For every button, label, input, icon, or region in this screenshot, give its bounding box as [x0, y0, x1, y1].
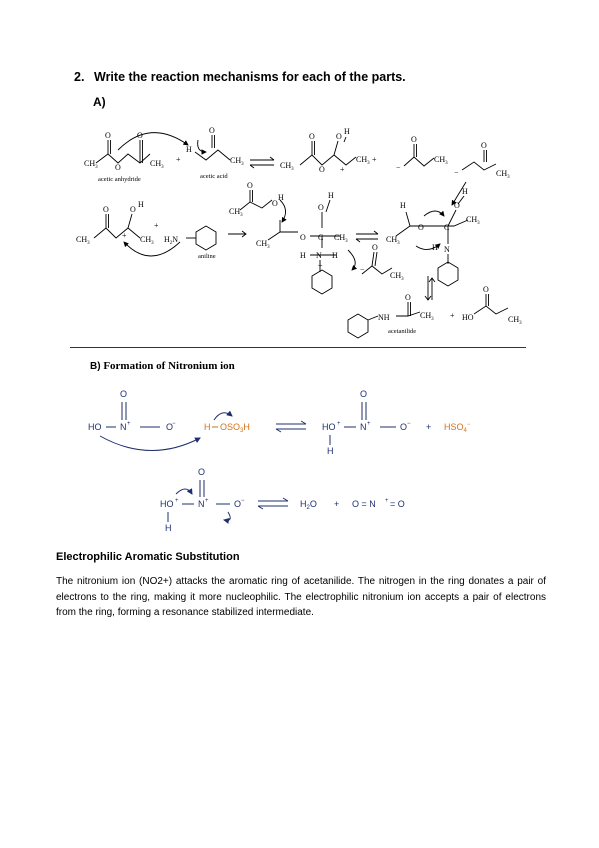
eas-paragraph: The nitronium ion (NO2+) attacks the aromatic ring of acetanilide. The nitrogen in the ring donates a pair of electrons to the ring, making it more nucleophilic. The electrophilic nitronium ion accepts a pair of electrons from the ring, forming a resonance stabilized intermediate. — [56, 576, 546, 618]
svg-text:+: + — [385, 498, 389, 504]
svg-text:+: + — [154, 221, 159, 230]
svg-text:CH3: $CH_3$ — [334, 233, 348, 244]
svg-text:O: O — [405, 293, 411, 302]
svg-text:O: O — [319, 165, 325, 174]
eas-heading: Electrophilic Aromatic Substitution — [56, 551, 240, 563]
svg-text:O = N: O = N — [352, 499, 376, 509]
svg-text:O: O — [454, 201, 460, 210]
svg-text:CH3: $CH_3$ — [466, 215, 480, 226]
part-b-title: Formation of Nitronium ion — [103, 360, 235, 372]
svg-text:HO: HO — [462, 313, 474, 322]
svg-text:H: H — [344, 127, 350, 136]
svg-text:+: + — [127, 421, 131, 427]
svg-text:H: H — [300, 251, 306, 260]
svg-text:CH3: $CH_3$ — [356, 155, 370, 166]
svg-text:CH3: $CH_3$ — [256, 239, 270, 250]
svg-text:O: O — [115, 163, 121, 172]
svg-text:H: H — [204, 422, 211, 432]
question-text: Write the reaction mechanisms for each of the parts. — [94, 70, 406, 84]
part-a-mechanism-diagram — [0, 0, 599, 348]
svg-text:O: O — [120, 389, 128, 399]
svg-text:CH3: $CH_3$ — [76, 235, 90, 246]
svg-text:CH3: $CH_3$ — [150, 159, 164, 170]
svg-text:−: − — [407, 421, 411, 427]
svg-text:+: + — [426, 422, 432, 432]
svg-text:+: + — [340, 165, 345, 174]
section-divider — [70, 347, 526, 348]
svg-text:O: O — [130, 205, 136, 214]
svg-text:acetic acid: acetic acid — [200, 173, 228, 180]
svg-text:N: N — [316, 251, 322, 260]
svg-text:H: H — [186, 145, 192, 154]
svg-text:O: O — [400, 422, 408, 432]
svg-text:H: H — [400, 201, 406, 210]
svg-text:HSO4−: $HSO_4^-$ — [444, 422, 471, 434]
svg-text:CH3: $CH_3$ — [140, 235, 154, 246]
svg-text:+: + — [372, 155, 377, 164]
svg-text:O: O — [372, 243, 378, 252]
svg-text:+: + — [122, 231, 127, 240]
svg-text:CH3: $CH_3$ — [280, 161, 294, 172]
svg-text:H: H — [327, 446, 334, 456]
svg-text:O: O — [105, 131, 111, 140]
svg-text:+: + — [337, 421, 341, 427]
svg-text:H2N: $H_2N$ — [164, 235, 179, 246]
svg-text:H: H — [332, 251, 338, 260]
svg-text:H: H — [462, 187, 468, 196]
svg-text:+: + — [334, 499, 340, 509]
svg-text:+: + — [175, 498, 179, 504]
part-b-label: B) — [90, 361, 101, 372]
svg-text:N: N — [360, 422, 367, 432]
svg-text:OSO3H: $OSO_3H$ — [220, 422, 250, 434]
svg-text:O: O — [318, 203, 324, 212]
svg-text:O: O — [103, 205, 109, 214]
svg-text:O: O — [300, 233, 306, 242]
part-b-heading — [90, 360, 235, 372]
svg-text:acetic anhydride: acetic anhydride — [98, 176, 141, 183]
svg-text:O: O — [360, 389, 368, 399]
svg-text:N: N — [444, 245, 450, 254]
svg-text:HO: HO — [322, 422, 336, 432]
svg-text:−: − — [172, 421, 176, 427]
svg-text:CH3: $CH_3$ — [496, 169, 510, 180]
svg-text:CH3: $CH_3$ — [229, 207, 243, 218]
svg-text:−: − — [241, 498, 245, 504]
svg-text:O: O — [336, 132, 342, 141]
svg-text:CH3: $CH_3$ — [84, 159, 98, 170]
svg-text:H: H — [165, 523, 172, 533]
svg-text:−: − — [396, 163, 401, 172]
part-a-label: A) — [93, 95, 106, 109]
svg-text:O: O — [137, 131, 143, 140]
svg-text:O: O — [411, 135, 417, 144]
svg-text:NH: NH — [378, 313, 390, 322]
svg-text:aniline: aniline — [198, 253, 216, 260]
svg-text:CH3: $CH_3$ — [390, 271, 404, 282]
svg-text:C: C — [318, 233, 324, 242]
svg-text:HO: HO — [160, 499, 174, 509]
svg-text:+: + — [318, 261, 323, 270]
svg-text:= O: = O — [390, 499, 405, 509]
svg-text:O: O — [483, 285, 489, 294]
svg-text:−: − — [454, 168, 459, 177]
svg-text:H: H — [432, 243, 438, 252]
svg-text:O: O — [247, 181, 253, 190]
svg-text:O: O — [166, 422, 174, 432]
svg-text:O: O — [272, 199, 278, 208]
svg-text:+: + — [450, 311, 455, 320]
svg-text:CH3: $CH_3$ — [508, 315, 522, 326]
question-number: 2. — [74, 70, 85, 84]
svg-text:N: N — [198, 499, 205, 509]
svg-text:acetanilide: acetanilide — [388, 328, 417, 335]
svg-text:+: + — [205, 498, 209, 504]
svg-text:O: O — [418, 223, 424, 232]
svg-text:O: O — [209, 126, 215, 135]
svg-text:H: H — [328, 191, 334, 200]
svg-text:CH3: $CH_3$ — [386, 235, 400, 246]
svg-text:CH3: $CH_3$ — [230, 156, 244, 167]
svg-text:+: + — [176, 155, 181, 164]
svg-text:CH3: $CH_3$ — [420, 311, 434, 322]
svg-text:CH3: $CH_3$ — [434, 155, 448, 166]
svg-text:H2O: $H_2O$ — [300, 499, 317, 511]
part-b-nitronium-diagram — [0, 380, 599, 540]
svg-text:H: H — [278, 193, 284, 202]
svg-text:N: N — [120, 422, 127, 432]
svg-text:C: C — [444, 223, 450, 232]
svg-text:−: − — [360, 265, 365, 274]
svg-text:O: O — [198, 467, 206, 477]
svg-text:O: O — [309, 132, 315, 141]
svg-text:O: O — [481, 141, 487, 150]
svg-text:H: H — [138, 200, 144, 209]
svg-text:O: O — [234, 499, 242, 509]
svg-text:HO: HO — [88, 422, 102, 432]
svg-text:+: + — [367, 421, 371, 427]
